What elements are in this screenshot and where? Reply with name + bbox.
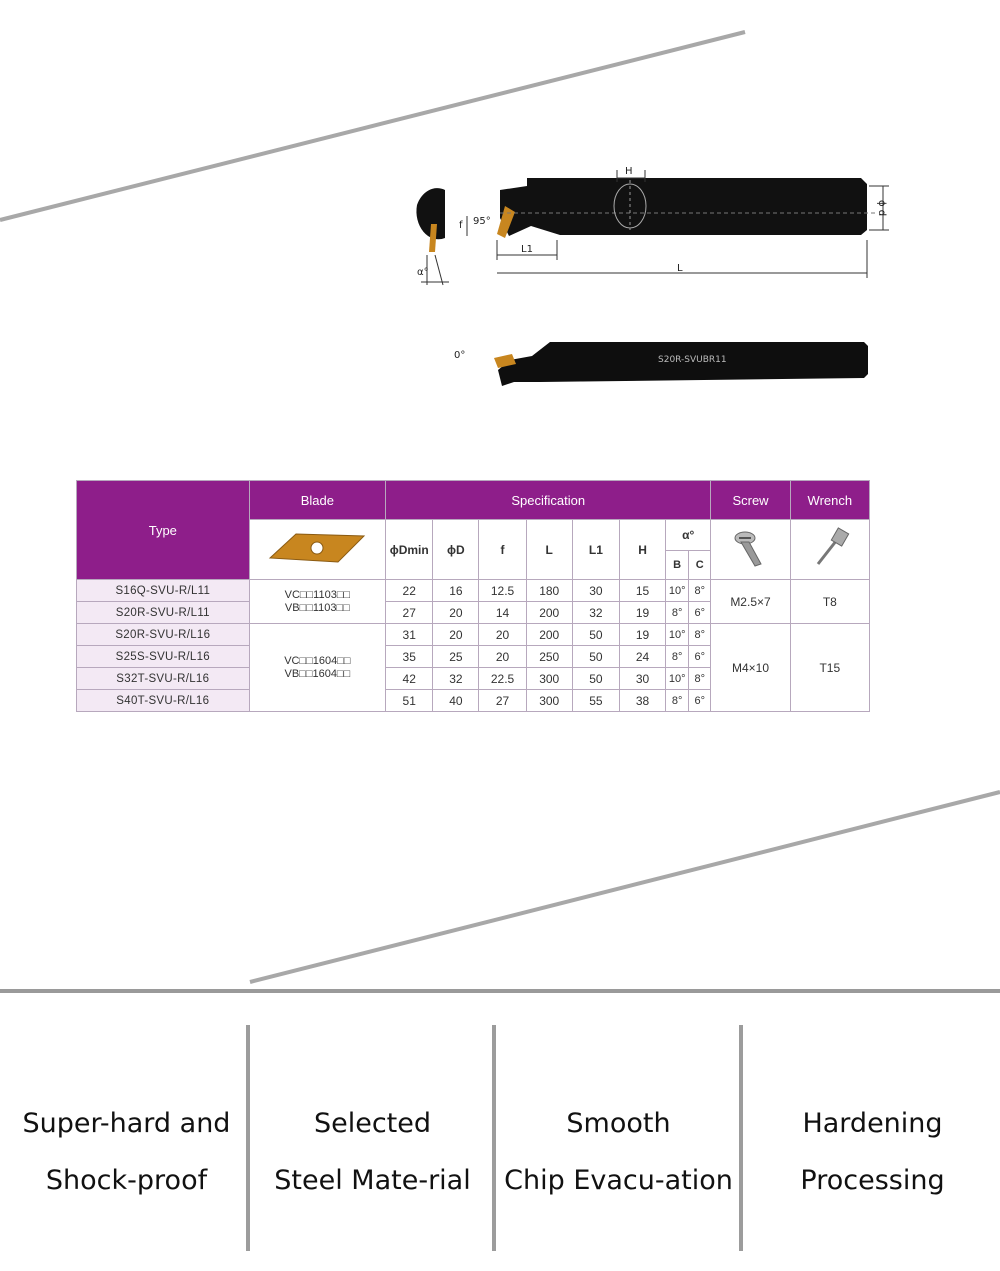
header-L: L — [526, 520, 572, 580]
header-C: C — [689, 551, 711, 580]
wrench-size-cell: T15 — [790, 624, 869, 712]
tool-technical-drawing — [405, 160, 900, 300]
feature-selected-steel: Selected Steel Mate-rial — [274, 1108, 471, 1196]
dim-L1-label: L1 — [521, 244, 533, 255]
header-blade: Blade — [249, 481, 386, 520]
table-row: S16Q-SVU-R/L11 VC□□1103□□ VB□□1103□□ 22 16 12.5 180 30 15 10° 8° M2.5×7 T8 — [77, 580, 870, 602]
alpha-angle-label: α° — [417, 267, 429, 278]
table-row: S20R-SVU-R/L11 27 20 14 200 32 19 8° 6° — [77, 602, 870, 624]
angle-95-label: 95° — [473, 216, 491, 227]
header-wrench: Wrench — [790, 481, 869, 520]
table-row: S40T-SVU-R/L16 51 40 27 300 55 38 8° 6° — [77, 690, 870, 712]
header-B: B — [666, 551, 689, 580]
header-specification: Specification — [386, 481, 711, 520]
angle-0-label: 0° — [454, 350, 466, 361]
feature-hardening: Hardening Processing — [800, 1108, 945, 1196]
header-dmin: ϕDmin — [386, 520, 433, 580]
header-type: Type — [77, 481, 250, 580]
insert-icon — [262, 526, 372, 570]
feature-chip-evacuation: Smooth Chip Evacu-ation — [504, 1108, 733, 1196]
screw-size-cell: M4×10 — [711, 624, 790, 712]
specification-table — [76, 480, 870, 712]
blade-code-cell: VC□□1604□□ VB□□1604□□ — [249, 624, 386, 712]
blade-image-cell — [249, 520, 386, 580]
header-alpha: α° — [666, 520, 711, 551]
feature-super-hard: Super-hard and Shock-proof — [22, 1108, 231, 1196]
dim-L-label: L — [677, 263, 683, 274]
screw-image-cell — [711, 520, 790, 580]
table-row: S25S-SVU-R/L16 35 25 20 250 50 24 8° 6° — [77, 646, 870, 668]
dim-H-label: H — [625, 166, 633, 177]
dim-f-label: f — [459, 220, 463, 231]
wrench-size-cell: T8 — [790, 580, 869, 624]
header-D: ϕD — [433, 520, 479, 580]
wrench-image-cell — [790, 520, 869, 580]
tool-engraving: S20R-SVUBR11 — [658, 355, 727, 365]
header-f: f — [479, 520, 526, 580]
section-divider — [0, 989, 1000, 993]
screw-icon — [731, 526, 771, 570]
blade-code-cell: VC□□1103□□ VB□□1103□□ — [249, 580, 386, 624]
header-screw: Screw — [711, 481, 790, 520]
table-row: S32T-SVU-R/L16 42 32 22.5 300 50 30 10° 8° — [77, 668, 870, 690]
header-H: H — [619, 520, 665, 580]
side-view — [459, 166, 889, 278]
dim-phi-d-label: ϕ d — [876, 200, 887, 217]
table-row: S20R-SVU-R/L16 VC□□1604□□ VB□□1604□□ 31 20 20 200 50 19 10° 8° M4×10 T15 — [77, 624, 870, 646]
screw-size-cell: M2.5×7 — [711, 580, 790, 624]
wrench-icon — [810, 526, 850, 570]
end-view — [416, 188, 449, 285]
tool-product-photo — [450, 330, 875, 388]
header-L1: L1 — [572, 520, 619, 580]
diagonal-line-bottom — [250, 792, 1000, 982]
